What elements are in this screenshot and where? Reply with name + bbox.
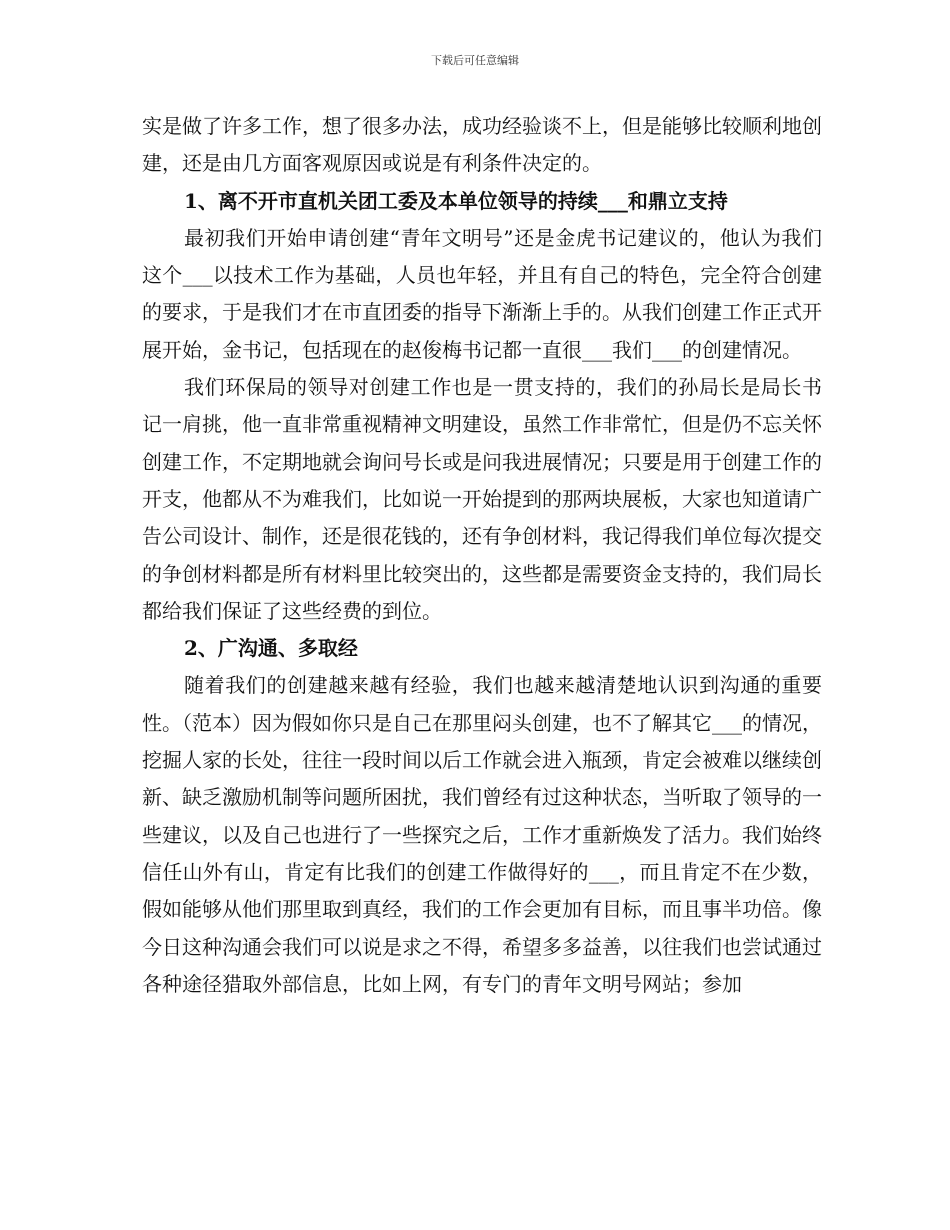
section-heading-1: 1、离不开市直机关团工委及本单位领导的持续___和鼎立支持: [184, 188, 728, 213]
document-body: [142, 108, 822, 1003]
section-heading-2: 2、广沟通、多取经: [184, 636, 358, 661]
paragraph: 我们环保局的领导对创建工作也是一贯支持的，我们的孙局长是局长书记一肩挑，他一直非常重视精神文明建设，虽然工作非常忙，但是仍不忘关怀创建工作，不定期地就会询问号长或是问我进展情况；只要是用于创建工作的开支，他都从不为难我们，比如说一开始提到的那两块展板，大家也知道请广告公司设计、制作，还是很花钱的，还有争创材料，我记得我们单位每次提交的争创材料都是所有材料里比较突出的，这些都是需要资金支持的，我们局长都给我们保证了这些经费的到位。: [142, 375, 822, 623]
paragraph: 随着我们的创建越来越有经验，我们也越来越清楚地认识到沟通的重要性。（范本）因为假如你只是自己在那里闷头创建，也不了解其它___的情况，挖掘人家的长处，往往一段时间以后工作就会进入瓶颈，肯定会被难以继续创新、缺乏激励机制等问题所困扰，我们曾经有过这种状态，当听取了领导的一些建议，以及自己也进行了一些探究之后，工作才重新焕发了活力。我们始终信任山外有山，肯定有比我们的创建工作做得好的___，而且肯定不在少数，假如能够从他们那里取到真经，我们的工作会更加有目标，而且事半功倍。像今日这种沟通会我们可以说是求之不得，希望多多益善，以往我们也尝试通过各种途径猎取外部信息，比如上网，有专门的青年文明号网站；参加: [142, 673, 822, 996]
header-note: 下载后可任意编辑: [431, 54, 519, 67]
paragraph: 最初我们开始申请创建“青年文明号”还是金虎书记建议的，他认为我们这个___以技术工作为基础，人员也年轻，并且有自己的特色，完全符合创建的要求，于是我们才在市直团委的指导下渐渐上手的。从我们创建工作正式开展开始，金书记，包括现在的赵俊梅书记都一直很___我们___的创建情况。: [142, 225, 822, 362]
paragraph-intro: 实是做了许多工作，想了很多办法，成功经验谈不上，但是能够比较顺利地创建，还是由几方面客观原因或说是有利条件决定的。: [142, 114, 822, 176]
